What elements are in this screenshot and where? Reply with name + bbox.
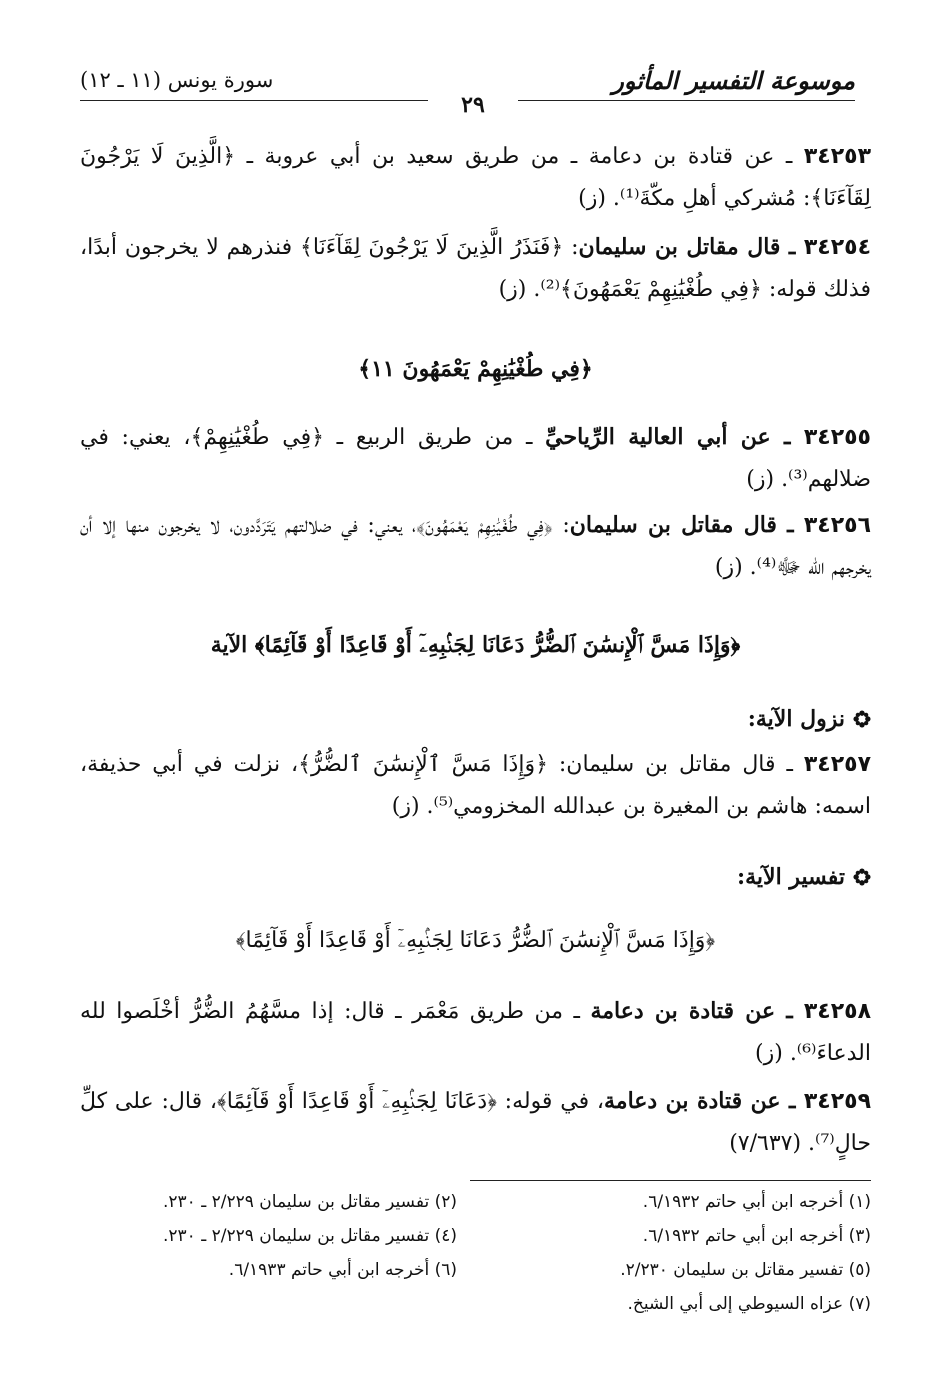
verse-heading-11: ﴿فِي طُغْيَٰنِهِمْ يَعْمَهُونَ ١١﴾ [358, 356, 593, 382]
entry-number: ٣٤٢٥٧ [803, 752, 871, 777]
entry-number: ٣٤٢٥٥ [803, 425, 871, 450]
verse-12: ﴿وَإِذَا مَسَّ ٱلْإِنسَٰنَ ٱلضُّرُّ دَعَانَا لِجَنۢبِهِۦٓ أَوْ قَاعِدًا أَوْ قَآئِمًا﴾ [235, 928, 716, 953]
narrator-name: ـ عن أبي العالية الرِّياحيِّ [545, 424, 804, 450]
footnote-5: (٥) تفسير مقاتل بن سليمان ٢/٢٣٠. [620, 1260, 871, 1280]
surah-reference: سورة يونس (١١ ـ ١٢) [80, 68, 274, 92]
section-title: نزول الآية: [747, 706, 845, 732]
page-number: ٢٩ [428, 92, 518, 118]
footnote-rule [470, 1180, 871, 1181]
footnote-7: (٧) عزاه السيوطي إلى أبي الشيخ. [627, 1294, 871, 1314]
entry-number: ٣٤٢٥٣ [803, 144, 871, 169]
narrator-name: ـ عن قتادة بن دعامة [603, 1088, 804, 1114]
entry-text: ، في قوله: ﴿دَعَانَا لِجَنۢبِهِۦٓ أَوْ قَاعِدًا أَوْ قَآئِمًا﴾، قال: على كلِّ حالٍ⁽⁷⁾. (٧/٦٣٧) [80, 1089, 871, 1156]
entry-34256 [80, 504, 871, 589]
verse-heading-12: ﴿وَإِذَا مَسَّ ٱلْإِنسَٰنَ ٱلضُّرُّ دَعَانَا لِجَنۢبِهِۦٓ أَوْ قَاعِدًا أَوْ قَآئِمًا﴾ الآية [210, 632, 741, 658]
entry-34253 [80, 136, 871, 220]
entry-34259 [80, 1080, 871, 1165]
entry-text: ـ قال مقاتل بن سليمان: ﴿وَإِذَا مَسَّ ٱلْإِنسَٰنَ ٱلضُّرُّ﴾، نزلت في أبي حذيفة، اسمه: هاشم بن المغيرة بن عبدالله المخزومي⁽⁵⁾. (ز) [80, 752, 871, 819]
footnote-6: (٦) أخرجه ابن أبي حاتم ٦/١٩٣٣. [228, 1260, 457, 1280]
flower-icon [853, 868, 871, 886]
entry-text: : ﴿فَنَذَرُ الَّذِينَ لَا يَرْجُونَ لِقَآءَنَا﴾ فنذرهم لا يخرجون أبدًا، فذلك قوله: ﴿فِي طُغْيَٰنِهِمْ يَعْمَهُونَ﴾⁽²⁾. (ز) [80, 235, 871, 302]
section-title: تفسير الآية: [736, 864, 845, 890]
section-nuzul [748, 706, 871, 732]
narrator-name: ـ عن قتادة بن دعامة [590, 998, 804, 1024]
flower-icon [853, 710, 871, 728]
entry-34255 [80, 416, 871, 501]
narrator-name: ـ قال مقاتل بن سليمان [569, 512, 804, 538]
entry-text: ـ عن قتادة بن دعامة ـ من طريق سعيد بن أبي عروبة ـ ﴿الَّذِينَ لَا يَرْجُونَ لِقَآءَنَا﴾: مُشركي أهلِ مكّةَ⁽¹⁾. (ز) [80, 144, 871, 211]
section-tafsir [737, 864, 871, 890]
entry-text: ـ من طريق مَعْمَر ـ قال: إذا مسَّهُمُ الضُّرُّ أخْلَصوا لله الدعاءَ⁽⁶⁾. (ز) [80, 999, 871, 1066]
book-title: موسوعة التفسير المأثور [612, 66, 855, 95]
entry-text: ـ من طريق الربيع ـ ﴿فِي طُغْيَٰنِهِمْ﴾، يعني: في ضلالهم⁽³⁾. (ز) [80, 425, 871, 492]
entry-text: : ﴿فِي طُغْيَٰنِهِمْ يَعْمَهُونَ﴾، يعني: في ضلالتهم يَتَرَدَّدون، لا يخرجون منها إلا أن يخرجهم الله ﷻ⁽⁴⁾. (ز) [80, 513, 871, 580]
entry-34257 [80, 744, 871, 828]
entry-number: ٣٤٢٥٨ [803, 999, 872, 1024]
narrator-name: ـ قال مقاتل بن سليمان [578, 234, 804, 260]
entry-number: ٣٤٢٥٦ [803, 513, 872, 538]
entry-number: ٣٤٢٥٩ [803, 1089, 871, 1114]
footnote-2: (٢) تفسير مقاتل بن سليمان ٢/٢٢٩ ـ ٢٣٠. [163, 1192, 457, 1212]
entry-34258 [80, 990, 871, 1075]
footnote-4: (٤) تفسير مقاتل بن سليمان ٢/٢٢٩ ـ ٢٣٠. [163, 1226, 457, 1246]
footnote-3: (٣) أخرجه ابن أبي حاتم ٦/١٩٣٢. [642, 1226, 871, 1246]
entry-34254 [80, 226, 871, 311]
entry-number: ٣٤٢٥٤ [803, 235, 871, 260]
footnote-1: (١) أخرجه ابن أبي حاتم ٦/١٩٣٢. [642, 1192, 871, 1212]
